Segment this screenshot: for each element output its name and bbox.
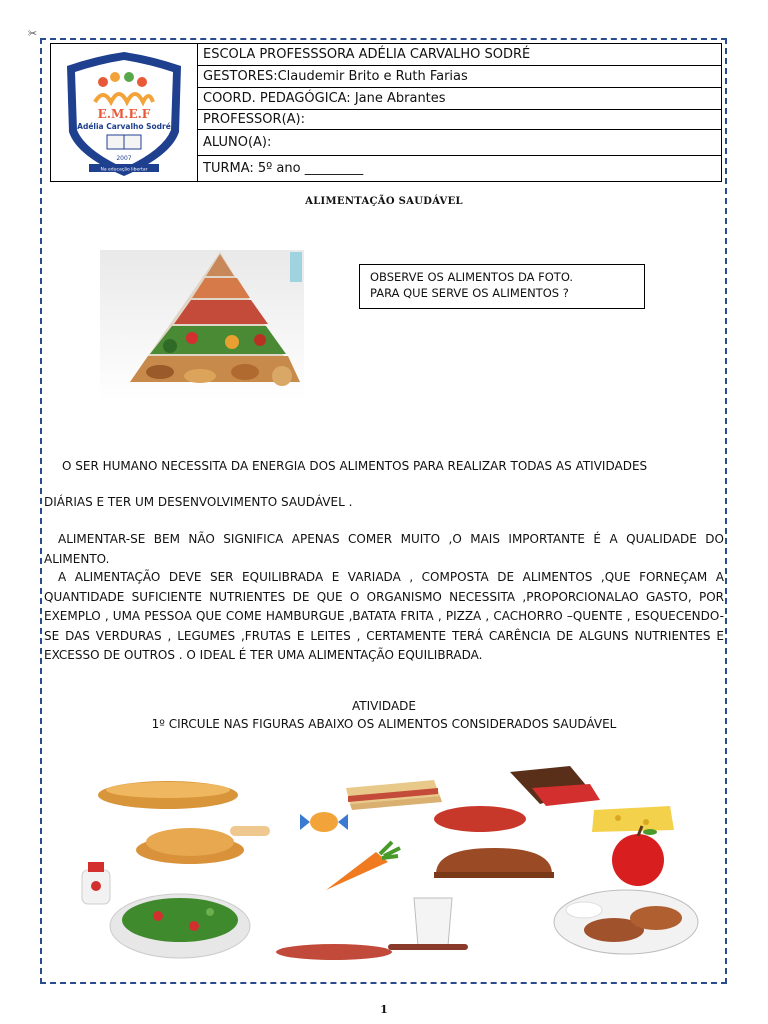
logo-school-name: Adélia Carvalho Sodré [77,122,171,131]
school-logo [51,44,197,181]
steak-icon [434,806,526,832]
school-name-row [198,44,721,66]
chocolate-bar-icon [510,766,600,806]
paragraph-1b: DIÁRIAS E TER UM DESENVOLVIMENTO SAUDÁVEL . [44,495,353,509]
roast-chicken-icon [136,826,270,864]
paragraph-1a: O SER HUMANO NECESSITA DA ENERGIA DOS ALIMENTOS PARA REALIZAR TODAS AS ATIVIDADES [62,459,648,473]
aluno-row [198,130,721,156]
apple-icon [612,826,664,886]
logo-motto: Na educação libertar [100,167,148,173]
page-number: 1 [380,1003,388,1016]
logo-cell [51,44,198,181]
carrot-icon [326,842,400,890]
professor-label: PROFESSOR(A): [203,112,305,127]
paragraph-3: A ALIMENTAÇÃO DEVE SER EQUILIBRADA E VARIADA , COMPOSTA DE ALIMENTOS ,QUE FORNEÇAM A QUANTIDADE SUFICIENTE NUTRIENTES DE QUE O ORGANISMO NECESSITA ,PROPORCIONALAO GASTO, POR EXEMPLO , UMA PESSOA QUE COME HAMBURGUE ,BATATA FRITA , PIZZA , CACHORRO –QUENTE , ESQUECENDO-SE DAS VERDURAS , LEGUMES ,FRUTAS E LEITES , CERTAMENTE TERÁ CARÊNCIA DE ALGUNS NUTRIENTES E EXCESSO DE OUTROS . O IDEAL É TER UMA ALIMENTAÇÃO EQUILIBRADA. [44,570,724,662]
candy-icon [300,812,348,832]
steak-plate-icon [554,890,698,954]
cheese-icon [592,806,674,832]
gestores-text: GESTORES:Claudemir Brito e Ruth Farias [203,69,468,84]
meatloaf-icon [434,848,554,878]
gestores-row [198,66,721,88]
coord-text: COORD. PEDAGÓGICA: Jane Abrantes [203,91,446,106]
frying-pan-icon [276,944,468,960]
school-name: ESCOLA PROFESSSORA ADÉLIA CARVALHO SODRÉ [203,47,531,62]
observe-line-1: OBSERVE OS ALIMENTOS DA FOTO. [370,270,574,284]
page-title: ALIMENTAÇÃO SAUDÁVEL [305,196,463,207]
observe-box [359,264,645,309]
logo-year: 2007 [116,155,132,162]
milk-bottle-icon [82,862,110,904]
sandwich-icon [346,780,442,810]
bread-icon [98,781,238,809]
aluno-label: ALUNO(A): [203,135,272,150]
observe-line-2: PARA QUE SERVE OS ALIMENTOS ? [370,286,569,300]
salad-bowl-icon [110,894,250,958]
food-pyramid-image [100,250,304,400]
turma-label: TURMA: 5º ano _________ [203,161,364,176]
activity-heading: ATIVIDADE [352,699,416,713]
milk-glass-icon [414,898,452,946]
coord-row [198,88,721,110]
turma-row [198,156,721,181]
logo-acronym: E.M.E.F [97,107,151,121]
scissors-icon: ✂ [28,27,38,40]
food-illustrations [70,760,720,965]
activity-instruction: 1º CIRCULE NAS FIGURAS ABAIXO OS ALIMENTOS CONSIDERADOS SAUDÁVEL [151,717,617,731]
school-header-table [50,43,722,182]
paragraph-2: ALIMENTAR-SE BEM NÃO SIGNIFICA APENAS COMER MUITO ,O MAIS IMPORTANTE É A QUALIDADE DO ALIMENTO. [44,532,724,566]
professor-row [198,110,721,130]
